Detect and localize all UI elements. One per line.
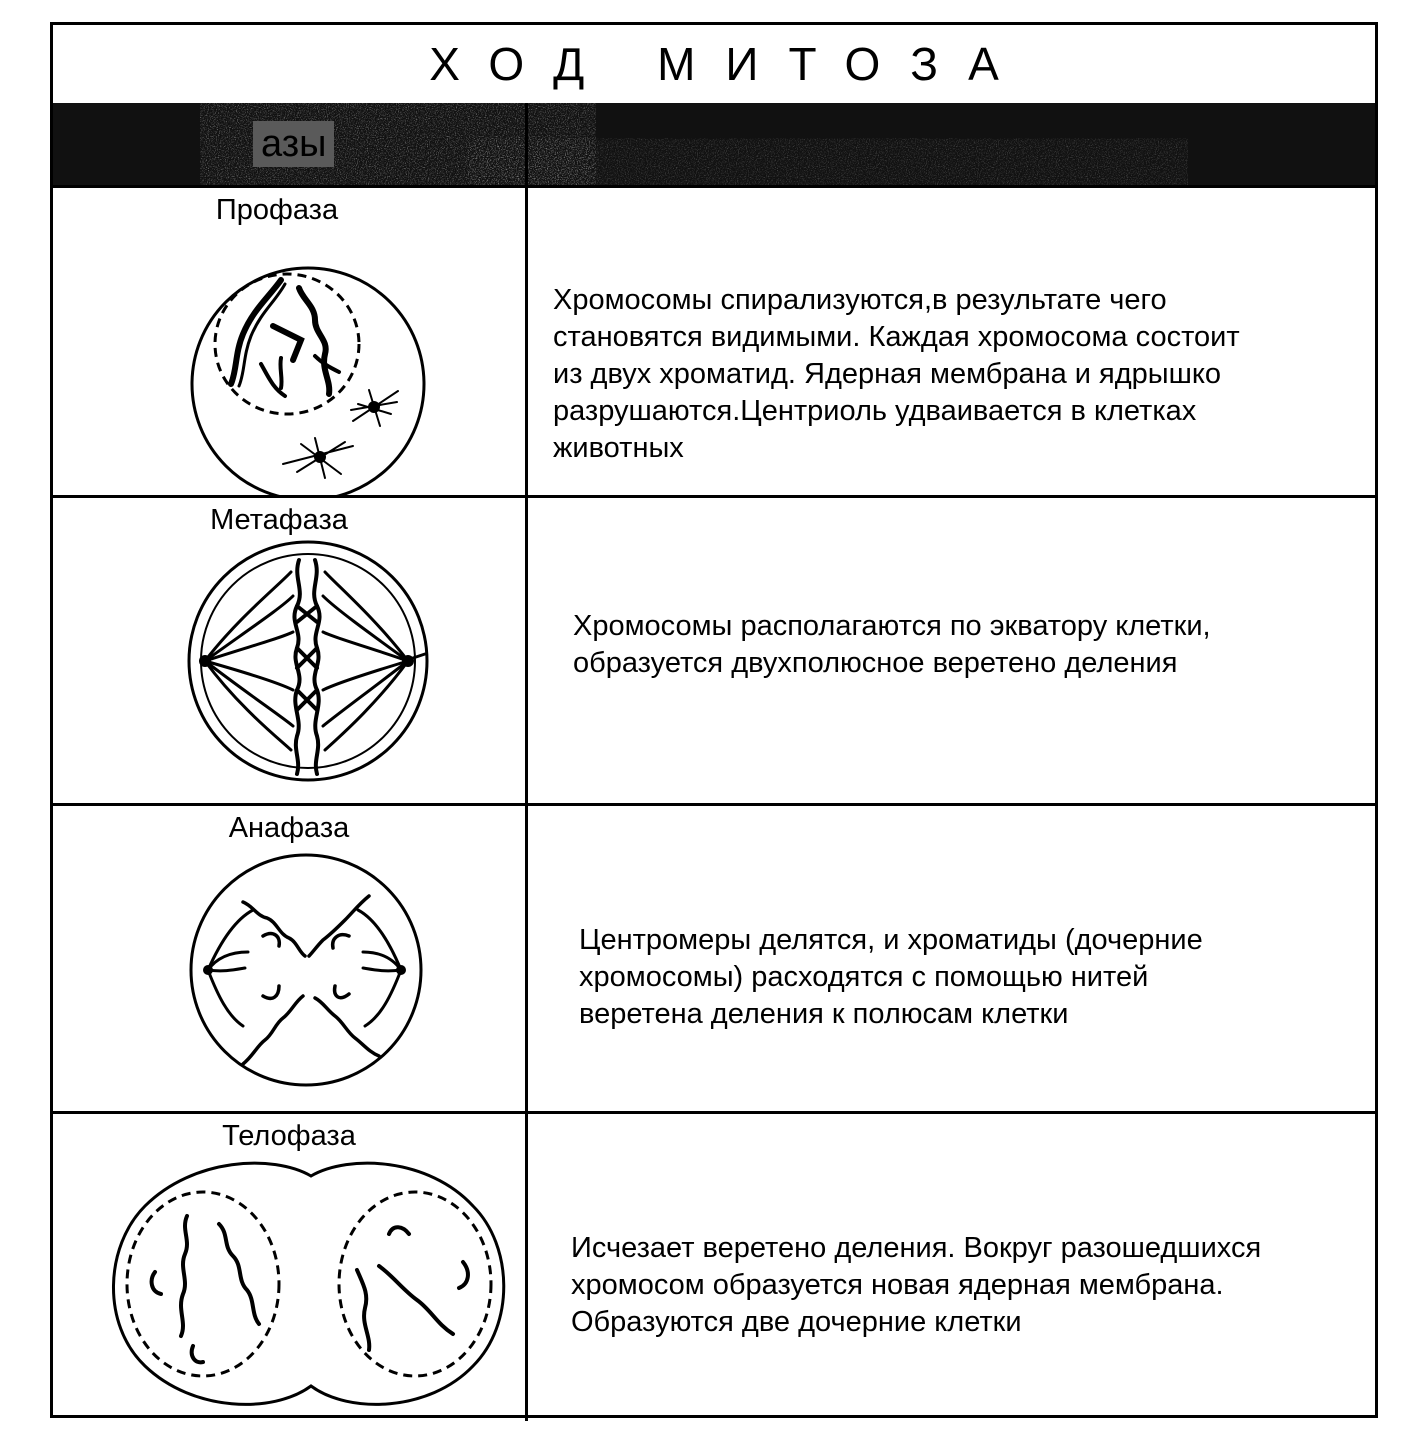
chromosomes	[294, 560, 319, 774]
phase-name: Телофаза	[222, 1120, 356, 1152]
anaphase-diagram	[53, 806, 525, 1113]
phase-description	[573, 608, 1333, 682]
phase-row-metaphase	[53, 495, 1375, 805]
description-line: веретена деления к полюсам клетки	[579, 998, 1069, 1030]
chromosomes	[152, 1216, 468, 1362]
telophase-diagram	[53, 1114, 525, 1421]
phase-name: Метафаза	[210, 504, 348, 536]
prophase-diagram	[53, 188, 525, 497]
centrioles	[283, 390, 398, 478]
description-line: Центромеры делятся, и хроматиды (дочерние	[579, 924, 1203, 956]
phase-cell	[53, 1114, 525, 1421]
description-line: Исчезает веретено деления. Вокруг разошедшихся	[571, 1232, 1262, 1264]
description-line: хромосомы) расходятся с помощью нитей	[579, 961, 1149, 993]
phase-description	[571, 1230, 1351, 1341]
phase-row-telophase	[53, 1111, 1375, 1421]
header-phases-label: азы	[253, 121, 334, 167]
phase-row-anaphase	[53, 803, 1375, 1113]
phase-cell	[53, 806, 525, 1113]
phase-cell	[53, 498, 525, 805]
description-line: из двух хроматид. Ядерная мембрана и ядрышко	[553, 358, 1222, 390]
chromosomes	[243, 896, 379, 1064]
description-line: животных	[553, 432, 684, 464]
phase-row-prophase	[53, 185, 1375, 497]
spindle-fibers	[208, 910, 401, 1026]
table-title: ХОД МИТОЗА	[429, 38, 1029, 90]
table-title-row	[53, 25, 1375, 103]
header-texture	[53, 103, 1375, 188]
metaphase-diagram	[53, 498, 525, 805]
description-line: Хромосомы располагаются по экватору клетки,	[573, 610, 1211, 642]
phase-description	[579, 922, 1339, 1033]
mitosis-table	[50, 22, 1378, 1418]
chromosomes	[231, 280, 339, 396]
phase-name: Профаза	[215, 194, 339, 226]
phase-cell	[53, 188, 525, 497]
description-line: Образуются две дочерние клетки	[571, 1306, 1022, 1338]
description-line: разрушаются.Центриоль удваивается в клетках	[553, 395, 1197, 427]
description-line: Хромосомы спирализуются,в результате чего	[553, 284, 1167, 316]
description-line: хромосом образуется новая ядерная мембрана.	[571, 1269, 1224, 1301]
table-header-row	[53, 103, 1375, 188]
phase-name: Анафаза	[228, 812, 350, 844]
phase-description	[553, 282, 1353, 467]
description-line: становятся видимыми. Каждая хромосома состоит	[553, 321, 1240, 353]
description-line: образуется двухполюсное веретено деления	[573, 647, 1178, 679]
